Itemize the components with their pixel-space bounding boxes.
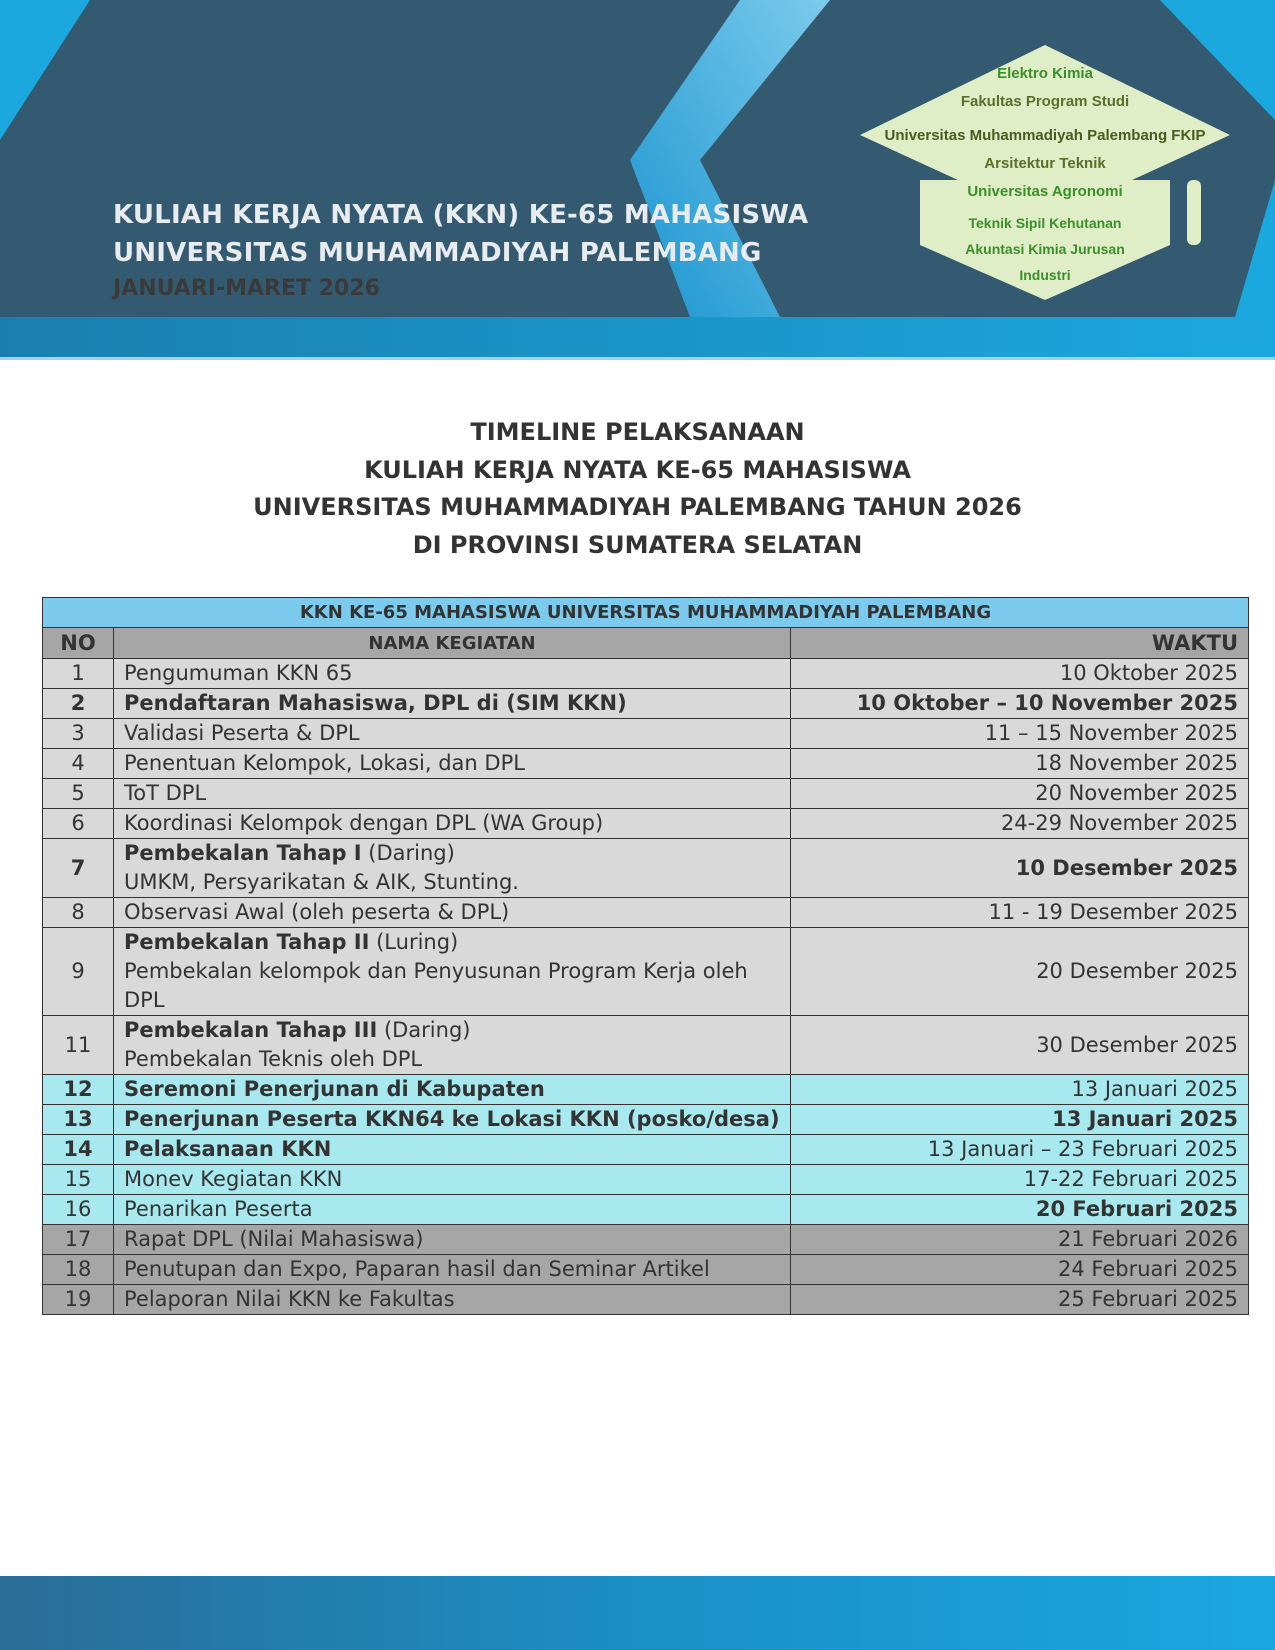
row-number: 1 [43, 659, 114, 689]
table-row [43, 928, 1249, 1016]
activity-title: Pembekalan Tahap II [124, 930, 370, 954]
activity-cell [114, 1135, 791, 1165]
activity-name: Penutupan dan Expo, Paparan hasil dan Seminar Artikel [124, 1257, 710, 1281]
banner-graphic [0, 0, 1275, 360]
activity-name: Validasi Peserta & DPL [124, 721, 360, 745]
activity-cell [114, 1016, 791, 1075]
svg-text:Universitas Muhammadiyah Palem: Universitas Muhammadiyah Palembang FKIP [884, 127, 1206, 144]
activity-cell [114, 809, 791, 839]
banner-period: JANUARI-MARET 2026 [113, 276, 380, 301]
activity-detail: UMKM, Persyarikatan & AIK, Stunting. [124, 870, 519, 894]
activity-title: Seremoni Penerjunan di Kabupaten [124, 1077, 545, 1101]
table-header-row [43, 628, 1249, 659]
row-number: 18 [43, 1255, 114, 1285]
activity-cell [114, 898, 791, 928]
activity-name: Penentuan Kelompok, Lokasi, dan DPL [124, 751, 525, 775]
banner-text [113, 196, 808, 306]
activity-title: Penerjunan Peserta KKN64 ke Lokasi KKN (posko/desa) [124, 1107, 780, 1131]
activity-title: Pembekalan Tahap III [124, 1018, 378, 1042]
row-date: 24 Februari 2025 [791, 1255, 1249, 1285]
row-number: 16 [43, 1195, 114, 1225]
row-number: 17 [43, 1225, 114, 1255]
row-date: 20 Februari 2025 [791, 1195, 1249, 1225]
activity-cell [114, 1075, 791, 1105]
page-title [0, 414, 1275, 564]
row-date: 13 Januari 2025 [791, 1075, 1249, 1105]
activity-cell [114, 719, 791, 749]
row-date: 30 Desember 2025 [791, 1016, 1249, 1075]
table-row [43, 809, 1249, 839]
header-nama-kegiatan: NAMA KEGIATAN [114, 628, 791, 659]
activity-cell [114, 1225, 791, 1255]
row-number: 5 [43, 779, 114, 809]
row-number: 4 [43, 749, 114, 779]
activity-cell [114, 1165, 791, 1195]
activity-cell [114, 1195, 791, 1225]
table-row [43, 719, 1249, 749]
activity-cell [114, 1255, 791, 1285]
activity-name: Pelaporan Nilai KKN ke Fakultas [124, 1287, 455, 1311]
row-number: 3 [43, 719, 114, 749]
activity-name: Penarikan Peserta [124, 1197, 313, 1221]
row-date: 10 Desember 2025 [791, 839, 1249, 898]
activity-cell [114, 689, 791, 719]
table-row [43, 898, 1249, 928]
row-number: 15 [43, 1165, 114, 1195]
title-line4: DI PROVINSI SUMATERA SELATAN [412, 530, 863, 559]
activity-name: (Daring) [377, 1018, 471, 1042]
row-number: 19 [43, 1285, 114, 1315]
header-banner [0, 0, 1275, 360]
svg-text:Industri: Industri [1019, 267, 1071, 283]
activity-name: Monev Kegiatan KKN [124, 1167, 343, 1191]
activity-cell [114, 659, 791, 689]
table-row [43, 689, 1249, 719]
svg-text:Fakultas Program Studi: Fakultas Program Studi [960, 93, 1130, 110]
table-row [43, 1105, 1249, 1135]
table-row [43, 1016, 1249, 1075]
row-date: 17-22 Februari 2025 [791, 1165, 1249, 1195]
title-line2: KULIAH KERJA NYATA KE-65 MAHASISWA [364, 455, 911, 484]
row-number: 12 [43, 1075, 114, 1105]
footer-band [0, 1576, 1275, 1650]
activity-title: Pendaftaran Mahasiswa, DPL di (SIM KKN) [124, 691, 627, 715]
table-row [43, 1075, 1249, 1105]
activity-title: Pembekalan Tahap I [124, 841, 362, 865]
activity-name: Koordinasi Kelompok dengan DPL (WA Group) [124, 811, 604, 835]
svg-text:Elektro Kimia: Elektro Kimia [997, 65, 1093, 82]
activity-name: (Daring) [361, 841, 455, 865]
table-row [43, 1165, 1249, 1195]
activity-detail: Pembekalan Teknis oleh DPL [124, 1047, 423, 1071]
activity-name: Pengumuman KKN 65 [124, 661, 353, 685]
row-date: 10 Oktober 2025 [791, 659, 1249, 689]
activity-cell [114, 779, 791, 809]
activity-title: Pelaksanaan KKN [124, 1137, 332, 1161]
svg-text:Arsitektur Teknik: Arsitektur Teknik [984, 155, 1106, 172]
table-row [43, 1225, 1249, 1255]
activity-detail: Pembekalan kelompok dan Penyusunan Program Kerja oleh DPL [124, 959, 748, 1012]
activity-cell [114, 1105, 791, 1135]
row-number: 8 [43, 898, 114, 928]
row-date: 11 – 15 November 2025 [791, 719, 1249, 749]
banner-title-line1: KULIAH KERJA NYATA (KKN) KE-65 MAHASISWA [113, 200, 809, 230]
row-number: 2 [43, 689, 114, 719]
row-date: 25 Februari 2025 [791, 1285, 1249, 1315]
table-row [43, 779, 1249, 809]
table-row [43, 659, 1249, 689]
row-number: 14 [43, 1135, 114, 1165]
row-date: 10 Oktober – 10 November 2025 [791, 689, 1249, 719]
activity-name: Rapat DPL (Nilai Mahasiswa) [124, 1227, 424, 1251]
activity-name: (Luring) [369, 930, 459, 954]
header-waktu: WAKTU [791, 628, 1249, 659]
row-number: 6 [43, 809, 114, 839]
activity-name: ToT DPL [124, 781, 207, 805]
row-number: 11 [43, 1016, 114, 1075]
table-row [43, 1255, 1249, 1285]
table-row [43, 1285, 1249, 1315]
row-number: 9 [43, 928, 114, 1016]
row-date: 24-29 November 2025 [791, 809, 1249, 839]
table-row [43, 839, 1249, 898]
table-row [43, 1135, 1249, 1165]
activity-cell [114, 839, 791, 898]
table-caption: KKN KE-65 MAHASISWA UNIVERSITAS MUHAMMADIYAH PALEMBANG [43, 598, 1249, 628]
row-date: 20 Desember 2025 [791, 928, 1249, 1016]
row-date: 11 - 19 Desember 2025 [791, 898, 1249, 928]
row-date: 13 Januari 2025 [791, 1105, 1249, 1135]
header-no: NO [43, 628, 114, 659]
svg-text:Teknik Sipil Kehutanan: Teknik Sipil Kehutanan [968, 215, 1122, 231]
activity-cell [114, 928, 791, 1016]
banner-title-line2: UNIVERSITAS MUHAMMADIYAH PALEMBANG [113, 238, 762, 268]
row-date: 20 November 2025 [791, 779, 1249, 809]
row-date: 13 Januari – 23 Februari 2025 [791, 1135, 1249, 1165]
table-row [43, 749, 1249, 779]
row-date: 18 November 2025 [791, 749, 1249, 779]
svg-text:Universitas Agronomi: Universitas Agronomi [967, 183, 1123, 200]
activity-cell [114, 749, 791, 779]
table-row [43, 1195, 1249, 1225]
title-line1: TIMELINE PELAKSANAAN [470, 418, 805, 446]
row-date: 21 Februari 2026 [791, 1225, 1249, 1255]
timeline-table [42, 597, 1249, 1315]
row-number: 7 [43, 839, 114, 898]
title-line3: UNIVERSITAS MUHAMMADIYAH PALEMBANG TAHUN 2026 [253, 493, 1022, 521]
svg-text:Akuntasi Kimia Jurusan: Akuntasi Kimia Jurusan [965, 241, 1125, 257]
activity-cell [114, 1285, 791, 1315]
activity-name: Observasi Awal (oleh peserta & DPL) [124, 900, 510, 924]
row-number: 13 [43, 1105, 114, 1135]
table-caption-row [43, 598, 1249, 628]
